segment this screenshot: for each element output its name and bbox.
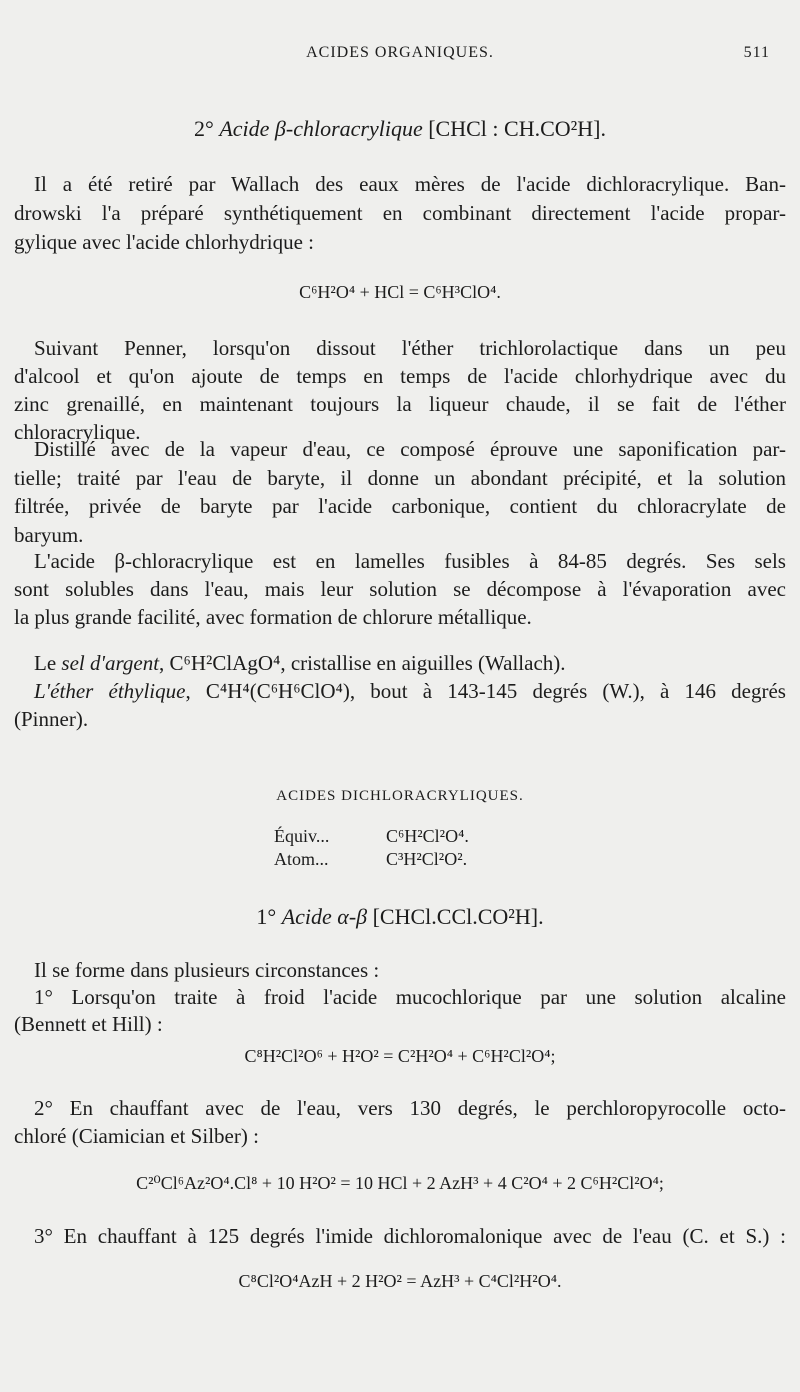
paragraph-line: d'alcool et qu'on ajoute de temps en temps de l'acide chlorhydrique avec du bbox=[14, 364, 786, 388]
paragraph-line: Distillé avec de la vapeur d'eau, ce composé éprouve une saponification par- bbox=[34, 437, 786, 461]
running-head-title: ACIDES ORGANIQUES. bbox=[306, 44, 494, 61]
page-number: 511 bbox=[743, 44, 770, 61]
paragraph-line: zinc grenaillé, en maintenant toujours la liqueur chaude, il se fait de l'éther bbox=[14, 392, 786, 416]
subheading-dichloracrylic: ACIDES DICHLORACRYLIQUES. bbox=[276, 788, 524, 804]
paragraph-line: drowski l'a préparé synthétiquement en combinant directement l'acide propar- bbox=[14, 201, 786, 225]
paragraph-line: gylique avec l'acide chlorhydrique : bbox=[14, 230, 314, 254]
paragraph-line: chloracrylique. bbox=[14, 420, 141, 444]
paragraph-line: tielle; traité par l'eau de baryte, il donne un abondant précipité, et la solution bbox=[14, 466, 786, 490]
paragraph-line: 2° En chauffant avec de l'eau, vers 130 degrés, le perchloropyrocolle octo- bbox=[34, 1096, 786, 1120]
paragraph-line: L'acide β-chloracrylique est en lamelles fusibles à 84-85 degrés. Ses sels bbox=[34, 549, 786, 573]
chemical-equation: C⁶H²O⁴ + HCl = C⁶H³ClO⁴. bbox=[299, 282, 501, 302]
chemical-equation: C⁸Cl²O⁴AzH + 2 H²O² = AzH³ + C⁴Cl²H²O⁴. bbox=[238, 1271, 562, 1291]
atom-formula: C³H²Cl²O². bbox=[386, 849, 468, 869]
paragraph-line: (Bennett et Hill) : bbox=[14, 1012, 163, 1036]
equiv-formula: C⁶H²Cl²O⁴. bbox=[386, 826, 469, 846]
equiv-label: Équiv... bbox=[274, 826, 330, 846]
paragraph-line: 1° Lorsqu'on traite à froid l'acide mucochlorique par une solution alcaline bbox=[34, 985, 786, 1009]
paragraph-line: Il a été retiré par Wallach des eaux mères de l'acide dichloracrylique. Ban- bbox=[34, 172, 786, 196]
chemical-equation: C⁸H²Cl²O⁶ + H²O² = C²H²O⁴ + C⁶H²Cl²O⁴; bbox=[244, 1046, 556, 1066]
paragraph-line: chloré (Ciamician et Silber) : bbox=[14, 1124, 259, 1148]
paragraph-line: filtrée, privée de baryte par l'acide carbonique, contient du chloracrylate de bbox=[14, 494, 786, 518]
chemical-equation: C²⁰Cl⁶Az²O⁴.Cl⁸ + 10 H²O² = 10 HCl + 2 AzH³ + 4 C²O⁴ + 2 C⁶H²Cl²O⁴; bbox=[136, 1173, 664, 1193]
paragraph-line: Le sel d'argent, C⁶H²ClAgO⁴, cristallise en aiguilles (Wallach). bbox=[34, 651, 566, 675]
section-heading-alpha-beta: 1° Acide α-β [CHCl.CCl.CO²H]. bbox=[256, 904, 544, 929]
paragraph-line: 3° En chauffant à 125 degrés l'imide dichloromalonique avec de l'eau (C. et S.) : bbox=[34, 1224, 786, 1248]
atom-label: Atom... bbox=[274, 849, 329, 869]
paragraph-line: (Pinner). bbox=[14, 707, 89, 731]
paragraph-line: la plus grande facilité, avec formation de chlorure métallique. bbox=[14, 605, 532, 629]
paragraph-line: sont solubles dans l'eau, mais leur solution se décompose à l'évaporation avec bbox=[14, 577, 786, 601]
paragraph-line: Suivant Penner, lorsqu'on dissout l'éther trichlorolactique dans un peu bbox=[34, 336, 786, 360]
paragraph-line: Il se forme dans plusieurs circonstances : bbox=[34, 958, 380, 982]
section-heading-beta-chloracrylic: 2° Acide β-chloracrylique [CHCl : CH.CO²H]. bbox=[194, 116, 606, 141]
paragraph-line: baryum. bbox=[14, 523, 84, 547]
paragraph-line: L'éther éthylique, C⁴H⁴(C⁶H⁶ClO⁴), bout à 143-145 degrés (W.), à 146 degrés bbox=[34, 679, 786, 703]
